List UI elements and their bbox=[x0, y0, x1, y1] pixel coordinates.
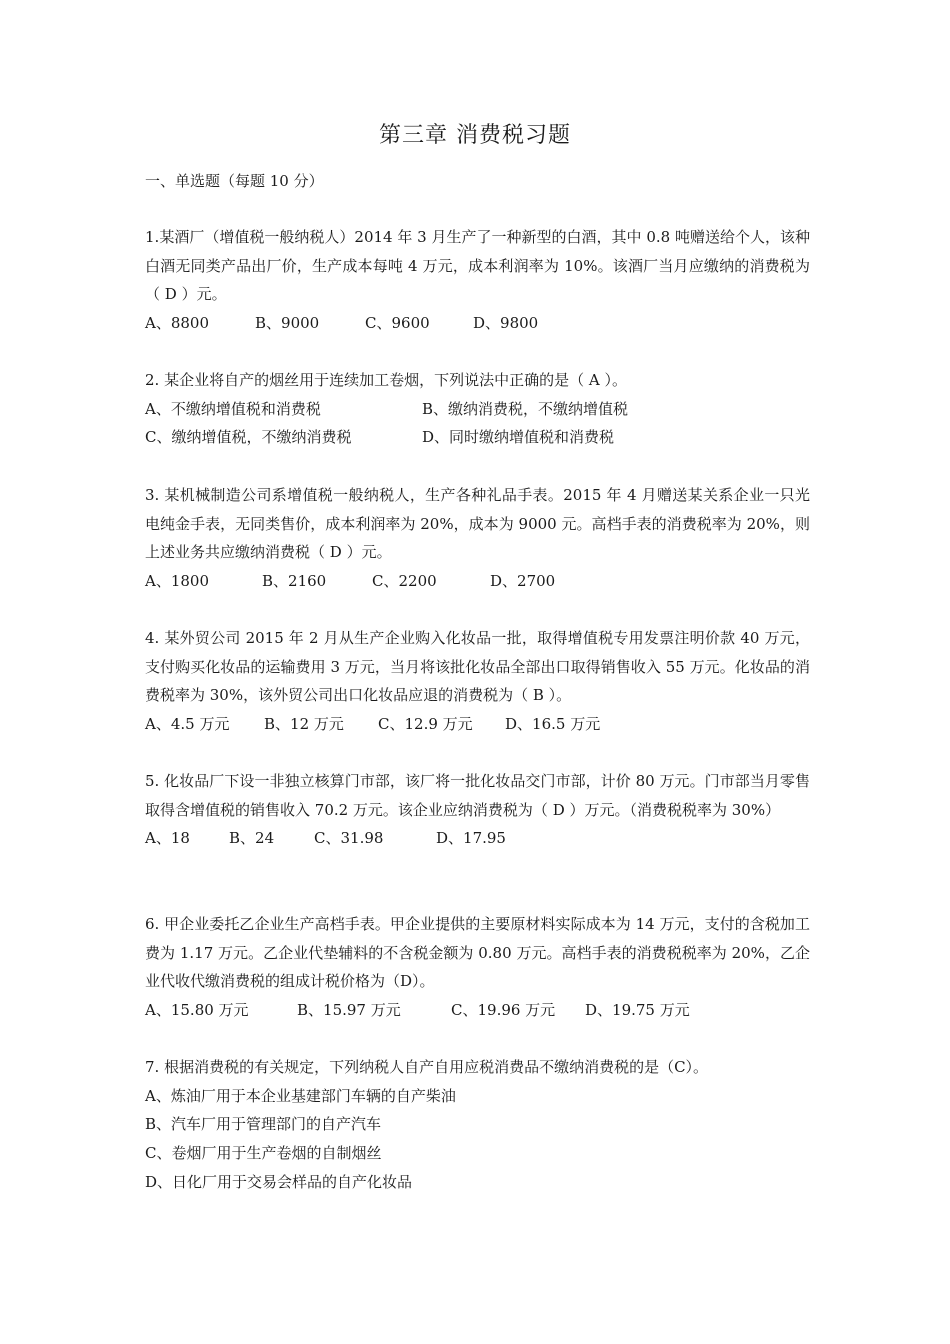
question-stem: 1.某酒厂（增值税一般纳税人）2014 年 3 月生产了一种新型的白酒，其中 0.8 吨赠送给个人，该种白酒无同类产品出厂价，生产成本每吨 4 万元，成本利润率为 10%。该酒厂当月应缴纳的消费税为（ D ）元。 bbox=[145, 228, 810, 304]
question-options bbox=[145, 309, 810, 338]
page-title: 第三章 消费税习题 bbox=[379, 123, 571, 148]
question-4 bbox=[145, 624, 810, 739]
option-b: B、15.97 万元 bbox=[297, 1001, 401, 1020]
question-5 bbox=[145, 767, 810, 853]
option-c: C、31.98 bbox=[314, 829, 384, 848]
option-b: B、汽车厂用于管理部门的自产汽车 bbox=[145, 1115, 382, 1134]
section-heading: 一、单选题（每题 10 分） bbox=[145, 172, 324, 190]
question-options-row-1 bbox=[145, 395, 810, 424]
question-options bbox=[145, 996, 810, 1025]
question-options bbox=[145, 567, 810, 596]
option-a: A、1800 bbox=[145, 572, 210, 591]
question-stem: 3. 某机械制造公司系增值税一般纳税人，生产各种礼品手表。2015 年 4 月赠送某关系企业一只光电纯金手表，无同类售价，成本利润率为 20%，成本为 9000 元。高档手表的消费税率为 20%，则上述业务共应缴纳消费税（ D ）元。 bbox=[145, 486, 810, 562]
question-2 bbox=[145, 366, 810, 452]
option-a: A、18 bbox=[145, 829, 190, 848]
option-a: A、不缴纳增值税和消费税 bbox=[145, 399, 321, 418]
question-options-row-2 bbox=[145, 423, 810, 452]
option-b: B、2160 bbox=[262, 572, 327, 591]
option-c: C、缴纳增值税，不缴纳消费税 bbox=[145, 428, 352, 447]
question-1 bbox=[145, 223, 810, 338]
option-a: A、8800 bbox=[145, 314, 210, 333]
question-7 bbox=[145, 1053, 810, 1197]
option-d: D、日化厂用于交易会样品的自产化妆品 bbox=[145, 1172, 413, 1191]
option-d: D、2700 bbox=[490, 572, 556, 591]
option-c: C、19.96 万元 bbox=[451, 1001, 556, 1020]
question-stem: 7. 根据消费税的有关规定，下列纳税人自产自用应税消费品不缴纳消费税的是（C）。 bbox=[145, 1058, 709, 1076]
option-b: B、9000 bbox=[255, 314, 320, 333]
question-stem: 2. 某企业将自产的烟丝用于连续加工卷烟，下列说法中正确的是（ A ）。 bbox=[145, 371, 627, 389]
option-d: D、17.95 bbox=[436, 829, 506, 848]
option-c: C、9600 bbox=[365, 314, 430, 333]
option-b: B、12 万元 bbox=[264, 715, 344, 734]
option-a: A、15.80 万元 bbox=[145, 1001, 249, 1020]
option-b: B、缴纳消费税，不缴纳增值税 bbox=[422, 399, 629, 418]
option-c: C、12.9 万元 bbox=[378, 715, 473, 734]
option-d: D、16.5 万元 bbox=[505, 715, 601, 734]
option-a: A、炼油厂用于本企业基建部门车辆的自产柴油 bbox=[145, 1086, 456, 1105]
option-c: C、2200 bbox=[372, 572, 437, 591]
option-b: B、24 bbox=[229, 829, 275, 848]
question-3 bbox=[145, 481, 810, 596]
question-options bbox=[145, 710, 810, 739]
question-6 bbox=[145, 910, 810, 1025]
question-stem: 5. 化妆品厂下设一非独立核算门市部，该厂将一批化妆品交门市部，计价 80 万元。门市部当月零售取得含增值税的销售收入 70.2 万元。该企业应纳消费税为（ D ）万元。（消费税税率为 30%） bbox=[145, 772, 810, 819]
option-d: D、同时缴纳增值税和消费税 bbox=[422, 428, 615, 447]
question-stem: 4. 某外贸公司 2015 年 2 月从生产企业购入化妆品一批，取得增值税专用发票注明价款 40 万元，支付购买化妆品的运输费用 3 万元，当月将该批化妆品全部出口取得销售收入 55 万元。化妆品的消费税率为 30%，该外贸公司出口化妆品应退的消费税为（ B ）。 bbox=[145, 629, 810, 705]
option-c: C、卷烟厂用于生产卷烟的自制烟丝 bbox=[145, 1144, 382, 1163]
option-a: A、4.5 万元 bbox=[145, 715, 230, 734]
option-d: D、19.75 万元 bbox=[585, 1001, 690, 1020]
question-stem: 6. 甲企业委托乙企业生产高档手表。甲企业提供的主要原材料实际成本为 14 万元，支付的含税加工费为 1.17 万元。乙企业代垫辅料的不含税金额为 0.80 万元。高档手表的消费税税率为 20%，乙企业代收代缴消费税的组成计税价格为（D）。 bbox=[145, 915, 810, 991]
question-options bbox=[145, 824, 810, 853]
option-d: D、9800 bbox=[473, 314, 539, 333]
